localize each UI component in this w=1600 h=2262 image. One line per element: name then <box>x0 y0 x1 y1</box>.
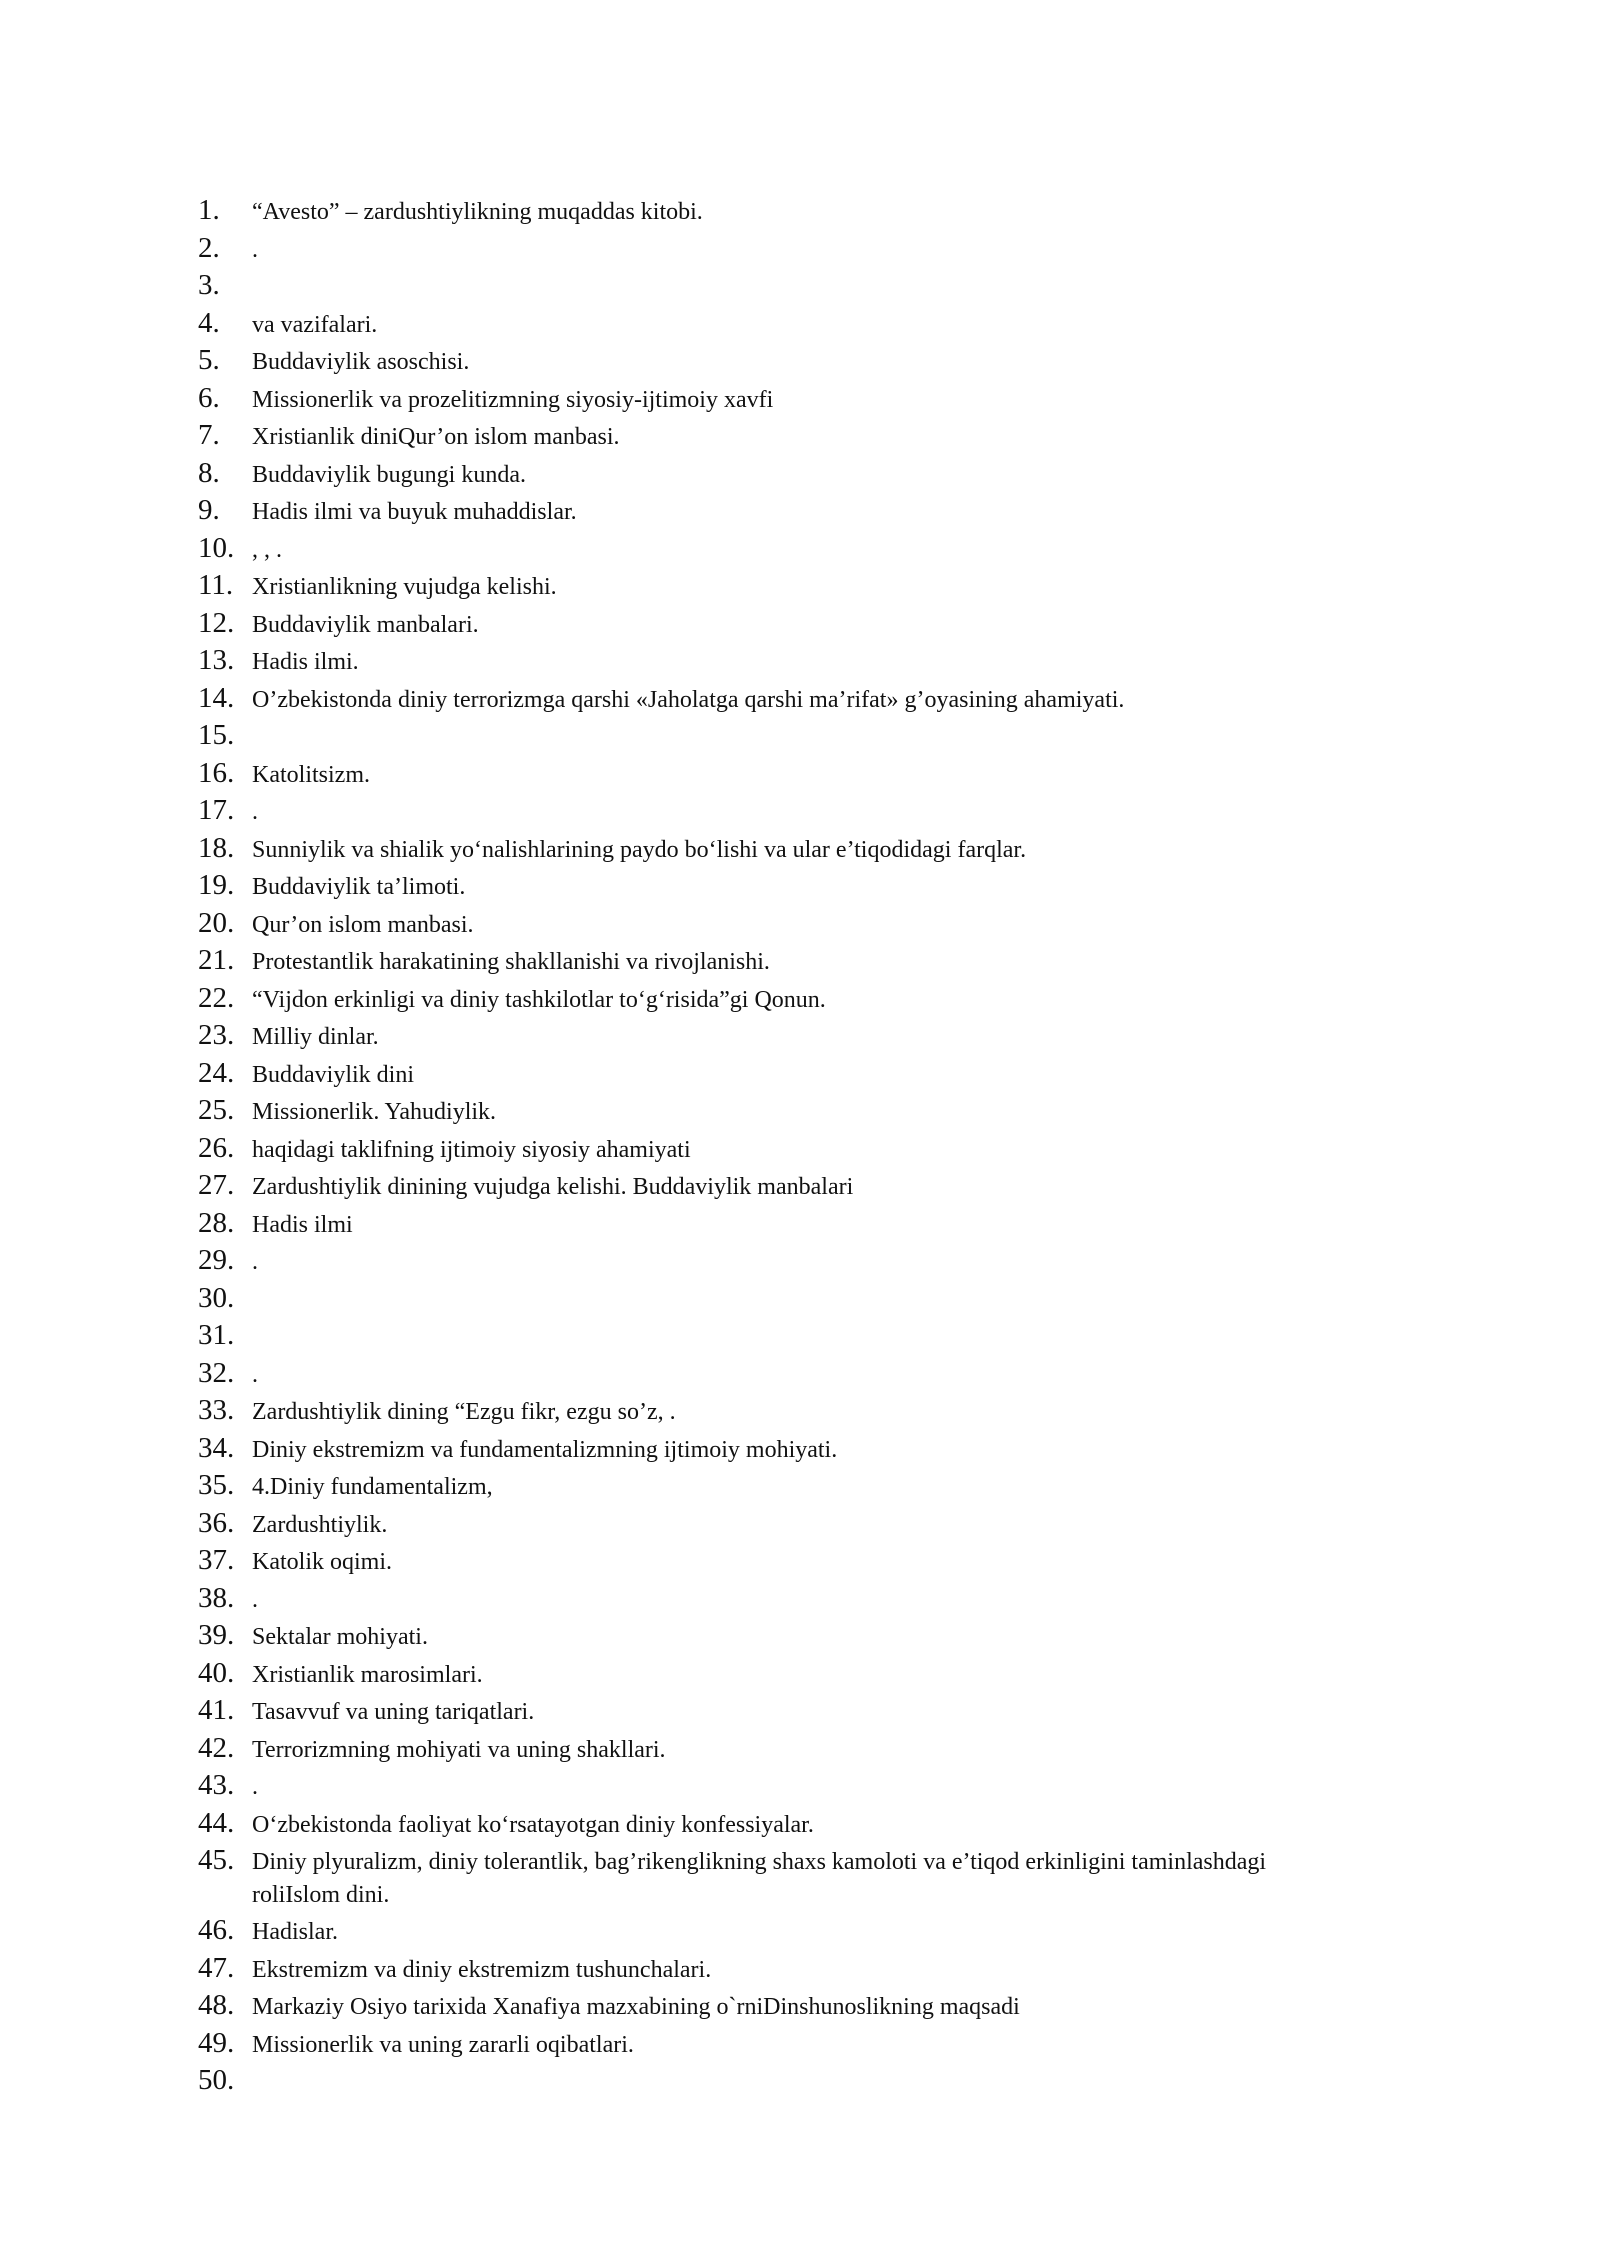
list-item <box>198 1950 1338 1988</box>
list-item <box>198 605 1338 643</box>
list-item-text: Diniy plyuralizm, diniy tolerantlik, bag’rikenglikning shaxs kamoloti va e’tiqod erkinligini taminlashdagi roliIslom dini. <box>252 1849 1273 1908</box>
list-item-number: 35. <box>198 1469 235 1501</box>
list-item <box>198 905 1338 943</box>
list-item-text: Qur’on islom manbasi. <box>252 911 474 938</box>
list-item <box>198 492 1338 530</box>
list-item <box>198 1692 1338 1730</box>
list-item-number: 25. <box>198 1094 235 1126</box>
list-item-text: haqidagi taklifning ijtimoiy siyosiy ahamiyati <box>252 1136 691 1163</box>
list-item-text: Buddaviylik asoschisi. <box>252 349 470 375</box>
list-item-number: 10. <box>198 531 235 564</box>
list-item-text: Xristianlikning vujudga kelishi. <box>252 574 557 600</box>
list-item <box>198 1130 1338 1168</box>
list-item-text: Buddaviylik bugungi kunda. <box>252 461 526 488</box>
list-item-number: 21. <box>198 944 235 976</box>
list-item-number: 17. <box>198 794 235 826</box>
list-item-number: 6. <box>198 381 220 414</box>
list-item-text: 4.Diniy fundamentalizm, <box>252 1474 493 1500</box>
list-item-number: 39. <box>198 1619 235 1651</box>
list-item <box>198 980 1338 1018</box>
list-item <box>198 830 1338 868</box>
list-item <box>198 192 1338 230</box>
list-item <box>198 680 1338 718</box>
list-item-number: 41. <box>198 1694 235 1726</box>
list-item-text: Katolitsizm. <box>252 761 370 788</box>
list-item-text <box>252 717 1338 721</box>
list-item <box>198 1655 1338 1693</box>
list-item-number: 2. <box>198 231 220 264</box>
list-item-number: 7. <box>198 419 220 451</box>
list-item-number: 40. <box>198 1656 235 1689</box>
list-item-text: Hadislar. <box>252 1919 338 1945</box>
list-item-number: 30. <box>198 1281 235 1314</box>
list-item <box>198 1617 1338 1655</box>
list-item <box>198 1767 1338 1805</box>
list-item-number: 34. <box>198 1431 235 1464</box>
list-item-text: Diniy ekstremizm va fundamentalizmning ijtimoiy mohiyati. <box>252 1436 838 1463</box>
list-item-number: 12. <box>198 606 235 639</box>
list-item <box>198 2062 1338 2100</box>
list-item <box>198 1392 1338 1430</box>
list-item-text: Missionerlik va uning zararli oqibatlari. <box>252 2031 634 2058</box>
list-item-number: 49. <box>198 2026 235 2059</box>
list-item <box>198 380 1338 418</box>
list-item-number: 9. <box>198 494 220 526</box>
list-item-number: 42. <box>198 1731 235 1764</box>
list-item-text: Xristianlik diniQur’on islom manbasi. <box>252 424 620 450</box>
list-item-text: va vazifalari. <box>252 311 378 338</box>
list-item-number: 4. <box>198 306 220 339</box>
list-item <box>198 455 1338 493</box>
list-item-number: 50. <box>198 2064 235 2096</box>
list-item <box>198 530 1338 568</box>
list-item-text: Protestantlik harakatining shakllanishi va rivojlanishi. <box>252 949 770 975</box>
list-item-number: 45. <box>198 1844 235 1876</box>
list-item <box>198 1430 1338 1468</box>
list-item-text: O‘zbekistonda faoliyat ko‘rsatayotgan diniy konfessiyalar. <box>252 1811 814 1838</box>
list-item-text: Hadis ilmi va buyuk muhaddislar. <box>252 499 577 525</box>
list-item <box>198 1317 1338 1355</box>
list-item <box>198 642 1338 680</box>
list-item-text <box>252 1280 1338 1284</box>
list-item-text: . <box>252 1361 258 1388</box>
list-item-number: 46. <box>198 1914 235 1946</box>
list-item-number: 43. <box>198 1769 235 1801</box>
list-item-text: . <box>252 799 258 825</box>
list-item-number: 29. <box>198 1244 235 1276</box>
list-item <box>198 942 1338 980</box>
list-item <box>198 1355 1338 1393</box>
list-item <box>198 1017 1338 1055</box>
list-item-number: 24. <box>198 1056 235 1089</box>
list-item <box>198 1580 1338 1618</box>
list-item-number: 11. <box>198 569 234 601</box>
list-item-text: Buddaviylik dini <box>252 1061 414 1088</box>
list-item-text: Buddaviylik manbalari. <box>252 611 479 638</box>
list-item-text: Zardushtiylik dinining vujudga kelishi. Buddaviylik manbalari <box>252 1174 854 1200</box>
list-item-text: Zardushtiylik. <box>252 1511 388 1538</box>
list-item-number: 19. <box>198 869 235 901</box>
list-item-number: 28. <box>198 1206 235 1239</box>
list-item-text: Missionerlik va prozelitizmning siyosiy-ijtimoiy xavfi <box>252 386 774 413</box>
list-item-number: 36. <box>198 1506 235 1539</box>
list-item-number: 20. <box>198 906 235 939</box>
list-item <box>198 567 1338 605</box>
list-item-number: 22. <box>198 981 235 1014</box>
list-item-text: Markaziy Osiyo tarixida Xanafiya mazxabining o`rniDinshunoslikning maqsadi <box>252 1994 1020 2020</box>
list-item-number: 23. <box>198 1019 235 1051</box>
list-item <box>198 230 1338 268</box>
list-item <box>198 1542 1338 1580</box>
list-item-number: 14. <box>198 681 235 714</box>
list-item-number: 8. <box>198 456 220 489</box>
list-item-number: 18. <box>198 831 235 864</box>
list-item <box>198 1092 1338 1130</box>
list-item-text: “Vijdon erkinligi va diniy tashkilotlar to‘g‘risida”gi Qonun. <box>252 986 826 1013</box>
list-item-text <box>252 1317 1338 1321</box>
list-item-number: 3. <box>198 269 220 301</box>
topic-list <box>198 192 1338 2100</box>
list-item-number: 38. <box>198 1581 235 1614</box>
list-item-number: 48. <box>198 1989 235 2021</box>
list-item-text: Hadis ilmi <box>252 1211 353 1238</box>
list-item-text: Katolik oqimi. <box>252 1549 392 1575</box>
list-item-text: . <box>252 1774 258 1800</box>
list-item <box>198 717 1338 755</box>
list-item-number: 13. <box>198 644 235 676</box>
list-item-number: 32. <box>198 1356 235 1389</box>
list-item <box>198 1467 1338 1505</box>
list-item <box>198 1242 1338 1280</box>
list-item-text: . <box>252 1249 258 1275</box>
list-item-text: Missionerlik. Yahudiylik. <box>252 1099 497 1125</box>
list-item <box>198 755 1338 793</box>
list-item-text <box>252 2062 1338 2066</box>
list-item-text: Hadis ilmi. <box>252 649 359 675</box>
list-item <box>198 1280 1338 1318</box>
list-item-number: 26. <box>198 1131 235 1164</box>
list-item-text: Xristianlik marosimlari. <box>252 1661 483 1688</box>
list-item-text: “Avesto” – zardushtiylikning muqaddas kitobi. <box>252 199 703 225</box>
list-item <box>198 792 1338 830</box>
list-item <box>198 1805 1338 1843</box>
list-item-number: 31. <box>198 1319 235 1351</box>
list-item-number: 16. <box>198 756 235 789</box>
list-item <box>198 2025 1338 2063</box>
list-item-text: Terrorizmning mohiyati va uning shakllari. <box>252 1736 666 1763</box>
list-item <box>198 1730 1338 1768</box>
list-item-text: Sunniylik va shialik yo‘nalishlarining paydo bo‘lishi va ular e’tiqodidagi farqlar. <box>252 836 1027 863</box>
list-item-text: Buddaviylik ta’limoti. <box>252 874 466 900</box>
list-item <box>198 1505 1338 1543</box>
list-item <box>198 1912 1338 1950</box>
list-item <box>198 1167 1338 1205</box>
list-item <box>198 1842 1338 1912</box>
list-item-text: Tasavvuf va uning tariqatlari. <box>252 1699 535 1725</box>
list-item-text: Sektalar mohiyati. <box>252 1624 428 1650</box>
list-item <box>198 1205 1338 1243</box>
list-item-text: Milliy dinlar. <box>252 1024 379 1050</box>
list-item-number: 1. <box>198 194 220 226</box>
list-item <box>198 342 1338 380</box>
list-item-text: Ekstremizm va diniy ekstremizm tushunchalari. <box>252 1956 712 1983</box>
list-item <box>198 1055 1338 1093</box>
list-item-text <box>252 267 1338 271</box>
list-item <box>198 1987 1338 2025</box>
list-item-number: 27. <box>198 1169 235 1201</box>
list-item-text: Zardushtiylik dining “Ezgu fikr, ezgu so’z, . <box>252 1399 676 1425</box>
list-item <box>198 305 1338 343</box>
list-item-number: 5. <box>198 344 220 376</box>
list-item <box>198 417 1338 455</box>
list-item-number: 37. <box>198 1544 235 1576</box>
list-item-text: O’zbekistonda diniy terrorizmga qarshi «Jaholatga qarshi ma’rifat» g’oyasining ahamiyati. <box>252 686 1125 713</box>
list-item-text: . <box>252 236 258 263</box>
list-item-text: . <box>252 1586 258 1613</box>
list-item-number: 44. <box>198 1806 235 1839</box>
list-item <box>198 867 1338 905</box>
list-item-number: 15. <box>198 719 235 751</box>
list-item-number: 47. <box>198 1951 235 1984</box>
list-item <box>198 267 1338 305</box>
list-item-text: , , . <box>252 536 282 563</box>
list-item-number: 33. <box>198 1394 235 1426</box>
